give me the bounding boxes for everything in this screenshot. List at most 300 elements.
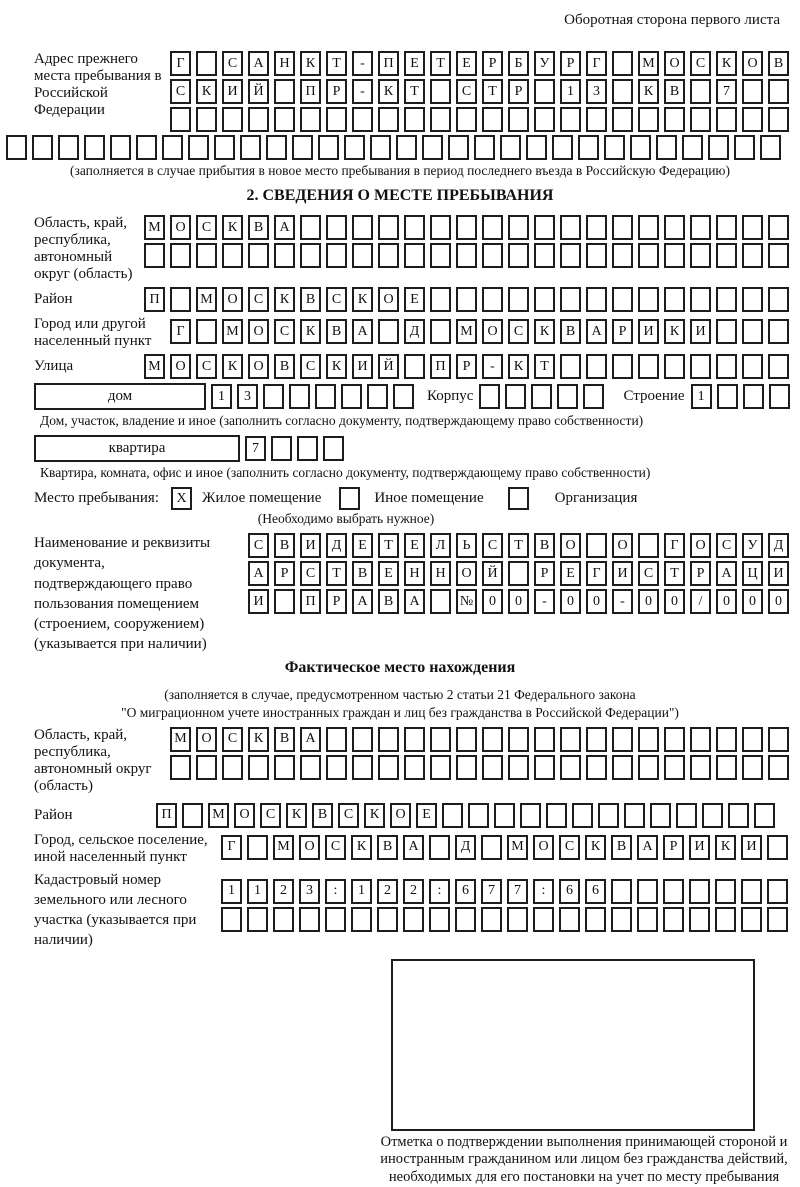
char-cell[interactable]: О bbox=[170, 215, 191, 240]
char-cell[interactable] bbox=[717, 384, 738, 409]
char-cell[interactable]: К bbox=[196, 79, 217, 104]
char-cell[interactable] bbox=[690, 755, 711, 780]
char-cell[interactable] bbox=[482, 755, 503, 780]
char-cell[interactable]: Г bbox=[664, 533, 685, 558]
char-cell[interactable] bbox=[557, 384, 578, 409]
char-cell[interactable]: - bbox=[534, 589, 555, 614]
char-cell[interactable]: К bbox=[300, 319, 321, 344]
char-cell[interactable] bbox=[586, 107, 607, 132]
char-cell[interactable]: А bbox=[586, 319, 607, 344]
char-cell[interactable] bbox=[430, 107, 451, 132]
char-cell[interactable] bbox=[263, 384, 284, 409]
char-cell[interactable] bbox=[742, 79, 763, 104]
char-cell[interactable]: 7 bbox=[507, 879, 528, 904]
char-cell[interactable] bbox=[586, 287, 607, 312]
char-cell[interactable] bbox=[760, 135, 781, 160]
char-cell[interactable] bbox=[534, 755, 555, 780]
char-cell[interactable]: Д bbox=[455, 835, 476, 860]
char-cell[interactable] bbox=[708, 135, 729, 160]
char-cell[interactable]: М bbox=[196, 287, 217, 312]
char-cell[interactable]: В bbox=[274, 533, 295, 558]
char-cell[interactable] bbox=[196, 243, 217, 268]
char-cell[interactable]: Д bbox=[768, 533, 789, 558]
char-cell[interactable]: : bbox=[533, 879, 554, 904]
char-cell[interactable] bbox=[612, 107, 633, 132]
char-cell[interactable]: Т bbox=[378, 533, 399, 558]
char-cell[interactable] bbox=[315, 384, 336, 409]
char-cell[interactable] bbox=[664, 107, 685, 132]
char-cell[interactable] bbox=[404, 215, 425, 240]
char-cell[interactable] bbox=[533, 907, 554, 932]
char-cell[interactable] bbox=[742, 354, 763, 379]
char-cell[interactable] bbox=[572, 803, 593, 828]
char-cell[interactable]: С bbox=[508, 319, 529, 344]
char-cell[interactable]: О bbox=[234, 803, 255, 828]
char-cell[interactable] bbox=[743, 384, 764, 409]
char-cell[interactable] bbox=[326, 755, 347, 780]
checkbox-organization[interactable] bbox=[508, 487, 529, 510]
char-cell[interactable] bbox=[690, 107, 711, 132]
char-cell[interactable]: Т bbox=[508, 533, 529, 558]
char-cell[interactable]: К bbox=[664, 319, 685, 344]
char-cell[interactable]: С bbox=[338, 803, 359, 828]
char-cell[interactable] bbox=[768, 107, 789, 132]
char-cell[interactable]: 2 bbox=[273, 879, 294, 904]
char-cell[interactable]: 1 bbox=[211, 384, 232, 409]
char-cell[interactable]: 6 bbox=[559, 879, 580, 904]
char-cell[interactable] bbox=[638, 215, 659, 240]
char-cell[interactable]: И bbox=[222, 79, 243, 104]
char-cell[interactable] bbox=[170, 107, 191, 132]
char-cell[interactable] bbox=[474, 135, 495, 160]
char-cell[interactable] bbox=[508, 243, 529, 268]
char-cell[interactable]: 6 bbox=[455, 879, 476, 904]
char-cell[interactable]: О bbox=[299, 835, 320, 860]
char-cell[interactable]: А bbox=[352, 589, 373, 614]
char-cell[interactable]: А bbox=[352, 319, 373, 344]
char-cell[interactable] bbox=[508, 561, 529, 586]
char-cell[interactable]: 3 bbox=[237, 384, 258, 409]
char-cell[interactable] bbox=[273, 907, 294, 932]
char-cell[interactable] bbox=[534, 107, 555, 132]
char-cell[interactable]: И bbox=[612, 561, 633, 586]
char-cell[interactable]: Е bbox=[378, 561, 399, 586]
char-cell[interactable] bbox=[508, 107, 529, 132]
char-cell[interactable] bbox=[494, 803, 515, 828]
char-cell[interactable]: Р bbox=[560, 51, 581, 76]
char-cell[interactable]: 0 bbox=[586, 589, 607, 614]
char-cell[interactable]: 3 bbox=[299, 879, 320, 904]
char-cell[interactable] bbox=[196, 107, 217, 132]
char-cell[interactable]: О bbox=[742, 51, 763, 76]
char-cell[interactable] bbox=[429, 907, 450, 932]
char-cell[interactable] bbox=[560, 243, 581, 268]
char-cell[interactable] bbox=[196, 51, 217, 76]
char-cell[interactable] bbox=[221, 907, 242, 932]
char-cell[interactable]: К bbox=[286, 803, 307, 828]
char-cell[interactable]: В bbox=[768, 51, 789, 76]
char-cell[interactable] bbox=[585, 907, 606, 932]
char-cell[interactable] bbox=[702, 803, 723, 828]
char-cell[interactable]: Б bbox=[508, 51, 529, 76]
char-cell[interactable] bbox=[404, 755, 425, 780]
char-cell[interactable]: А bbox=[300, 727, 321, 752]
char-cell[interactable] bbox=[430, 287, 451, 312]
char-cell[interactable]: - bbox=[612, 589, 633, 614]
char-cell[interactable] bbox=[716, 287, 737, 312]
char-cell[interactable]: И bbox=[638, 319, 659, 344]
char-cell[interactable] bbox=[586, 727, 607, 752]
char-cell[interactable] bbox=[534, 79, 555, 104]
char-cell[interactable] bbox=[664, 215, 685, 240]
char-cell[interactable]: 0 bbox=[508, 589, 529, 614]
char-cell[interactable] bbox=[767, 879, 788, 904]
char-cell[interactable] bbox=[505, 384, 526, 409]
char-cell[interactable] bbox=[508, 727, 529, 752]
char-cell[interactable]: А bbox=[248, 51, 269, 76]
char-cell[interactable] bbox=[403, 907, 424, 932]
char-cell[interactable]: А bbox=[403, 835, 424, 860]
char-cell[interactable]: А bbox=[716, 561, 737, 586]
char-cell[interactable] bbox=[352, 727, 373, 752]
char-cell[interactable] bbox=[508, 755, 529, 780]
char-cell[interactable]: С bbox=[248, 533, 269, 558]
char-cell[interactable] bbox=[222, 755, 243, 780]
char-cell[interactable] bbox=[442, 803, 463, 828]
char-cell[interactable] bbox=[534, 727, 555, 752]
char-cell[interactable]: О bbox=[170, 354, 191, 379]
char-cell[interactable]: А bbox=[248, 561, 269, 586]
char-cell[interactable]: С bbox=[326, 287, 347, 312]
char-cell[interactable] bbox=[468, 803, 489, 828]
char-cell[interactable] bbox=[612, 354, 633, 379]
char-cell[interactable]: К bbox=[364, 803, 385, 828]
char-cell[interactable] bbox=[214, 135, 235, 160]
char-cell[interactable]: И bbox=[248, 589, 269, 614]
char-cell[interactable] bbox=[716, 215, 737, 240]
char-cell[interactable] bbox=[326, 243, 347, 268]
char-cell[interactable] bbox=[352, 243, 373, 268]
char-cell[interactable] bbox=[768, 287, 789, 312]
char-cell[interactable] bbox=[456, 215, 477, 240]
char-cell[interactable]: В bbox=[664, 79, 685, 104]
char-cell[interactable] bbox=[300, 215, 321, 240]
char-cell[interactable] bbox=[144, 243, 165, 268]
char-cell[interactable] bbox=[638, 287, 659, 312]
char-cell[interactable] bbox=[32, 135, 53, 160]
char-cell[interactable]: Т bbox=[482, 79, 503, 104]
char-cell[interactable]: С bbox=[690, 51, 711, 76]
char-cell[interactable]: Н bbox=[430, 561, 451, 586]
char-cell[interactable] bbox=[638, 533, 659, 558]
char-cell[interactable]: М bbox=[222, 319, 243, 344]
char-cell[interactable]: К bbox=[638, 79, 659, 104]
char-cell[interactable]: Г bbox=[221, 835, 242, 860]
char-cell[interactable]: Г bbox=[586, 51, 607, 76]
char-cell[interactable] bbox=[552, 135, 573, 160]
char-cell[interactable]: М bbox=[456, 319, 477, 344]
char-cell[interactable] bbox=[768, 755, 789, 780]
char-cell[interactable]: К bbox=[534, 319, 555, 344]
char-cell[interactable] bbox=[182, 803, 203, 828]
char-cell[interactable] bbox=[396, 135, 417, 160]
char-cell[interactable] bbox=[274, 107, 295, 132]
char-cell[interactable] bbox=[715, 879, 736, 904]
char-cell[interactable]: 1 bbox=[691, 384, 712, 409]
char-cell[interactable]: 7 bbox=[716, 79, 737, 104]
char-cell[interactable] bbox=[367, 384, 388, 409]
char-cell[interactable] bbox=[170, 755, 191, 780]
char-cell[interactable] bbox=[323, 436, 344, 461]
char-cell[interactable]: В bbox=[312, 803, 333, 828]
char-cell[interactable]: Е bbox=[404, 533, 425, 558]
char-cell[interactable] bbox=[768, 727, 789, 752]
char-cell[interactable]: Л bbox=[430, 533, 451, 558]
char-cell[interactable]: В bbox=[248, 215, 269, 240]
char-cell[interactable] bbox=[352, 755, 373, 780]
char-cell[interactable] bbox=[742, 287, 763, 312]
char-cell[interactable]: У bbox=[534, 51, 555, 76]
char-cell[interactable]: В bbox=[377, 835, 398, 860]
char-cell[interactable]: 1 bbox=[221, 879, 242, 904]
char-cell[interactable] bbox=[508, 287, 529, 312]
char-cell[interactable] bbox=[611, 879, 632, 904]
char-cell[interactable]: Й bbox=[248, 79, 269, 104]
char-cell[interactable]: Д bbox=[404, 319, 425, 344]
char-cell[interactable] bbox=[689, 907, 710, 932]
char-cell[interactable] bbox=[604, 135, 625, 160]
char-cell[interactable] bbox=[560, 287, 581, 312]
char-cell[interactable] bbox=[247, 835, 268, 860]
char-cell[interactable] bbox=[240, 135, 261, 160]
char-cell[interactable] bbox=[482, 287, 503, 312]
char-cell[interactable] bbox=[377, 907, 398, 932]
char-cell[interactable]: Ц bbox=[742, 561, 763, 586]
char-cell[interactable] bbox=[690, 354, 711, 379]
char-cell[interactable]: С bbox=[559, 835, 580, 860]
char-cell[interactable]: В bbox=[352, 561, 373, 586]
char-cell[interactable]: Т bbox=[430, 51, 451, 76]
char-cell[interactable] bbox=[378, 755, 399, 780]
char-cell[interactable]: О bbox=[390, 803, 411, 828]
char-cell[interactable] bbox=[560, 107, 581, 132]
char-cell[interactable] bbox=[690, 79, 711, 104]
char-cell[interactable] bbox=[560, 354, 581, 379]
char-cell[interactable] bbox=[586, 243, 607, 268]
char-cell[interactable]: А bbox=[404, 589, 425, 614]
char-cell[interactable] bbox=[690, 727, 711, 752]
char-cell[interactable]: Е bbox=[352, 533, 373, 558]
char-cell[interactable]: Т bbox=[326, 51, 347, 76]
char-cell[interactable] bbox=[560, 727, 581, 752]
char-cell[interactable]: 2 bbox=[403, 879, 424, 904]
char-cell[interactable] bbox=[300, 755, 321, 780]
char-cell[interactable] bbox=[742, 243, 763, 268]
char-cell[interactable] bbox=[560, 755, 581, 780]
char-cell[interactable] bbox=[326, 727, 347, 752]
char-cell[interactable] bbox=[534, 215, 555, 240]
char-cell[interactable] bbox=[716, 727, 737, 752]
char-cell[interactable] bbox=[271, 436, 292, 461]
char-cell[interactable] bbox=[768, 79, 789, 104]
char-cell[interactable] bbox=[664, 727, 685, 752]
char-cell[interactable] bbox=[393, 384, 414, 409]
char-cell[interactable]: И bbox=[352, 354, 373, 379]
char-cell[interactable]: Г bbox=[586, 561, 607, 586]
char-cell[interactable] bbox=[690, 287, 711, 312]
char-cell[interactable] bbox=[637, 907, 658, 932]
char-cell[interactable] bbox=[341, 384, 362, 409]
char-cell[interactable] bbox=[404, 107, 425, 132]
char-cell[interactable] bbox=[520, 803, 541, 828]
char-cell[interactable]: Р bbox=[274, 561, 295, 586]
char-cell[interactable] bbox=[370, 135, 391, 160]
char-cell[interactable]: П bbox=[378, 51, 399, 76]
char-cell[interactable] bbox=[325, 907, 346, 932]
char-cell[interactable] bbox=[58, 135, 79, 160]
char-cell[interactable] bbox=[456, 287, 477, 312]
char-cell[interactable] bbox=[300, 243, 321, 268]
char-cell[interactable]: К bbox=[326, 354, 347, 379]
char-cell[interactable] bbox=[689, 879, 710, 904]
char-cell[interactable] bbox=[560, 215, 581, 240]
char-cell[interactable]: Т bbox=[534, 354, 555, 379]
char-cell[interactable]: - bbox=[352, 51, 373, 76]
char-cell[interactable] bbox=[196, 755, 217, 780]
char-cell[interactable] bbox=[422, 135, 443, 160]
char-cell[interactable]: В bbox=[560, 319, 581, 344]
char-cell[interactable] bbox=[482, 215, 503, 240]
char-cell[interactable] bbox=[754, 803, 775, 828]
char-cell[interactable] bbox=[448, 135, 469, 160]
char-cell[interactable]: И bbox=[300, 533, 321, 558]
char-cell[interactable] bbox=[612, 287, 633, 312]
char-cell[interactable]: И bbox=[689, 835, 710, 860]
char-cell[interactable]: К bbox=[378, 79, 399, 104]
char-cell[interactable] bbox=[682, 135, 703, 160]
char-cell[interactable] bbox=[767, 907, 788, 932]
char-cell[interactable]: 1 bbox=[560, 79, 581, 104]
char-cell[interactable]: С bbox=[300, 561, 321, 586]
char-cell[interactable] bbox=[630, 135, 651, 160]
char-cell[interactable]: К bbox=[300, 51, 321, 76]
char-cell[interactable]: Й bbox=[378, 354, 399, 379]
char-cell[interactable]: М bbox=[208, 803, 229, 828]
char-cell[interactable]: О bbox=[533, 835, 554, 860]
char-cell[interactable] bbox=[586, 755, 607, 780]
char-cell[interactable] bbox=[583, 384, 604, 409]
char-cell[interactable]: / bbox=[690, 589, 711, 614]
char-cell[interactable] bbox=[638, 755, 659, 780]
char-cell[interactable]: К bbox=[222, 354, 243, 379]
char-cell[interactable]: 0 bbox=[716, 589, 737, 614]
char-cell[interactable]: О bbox=[664, 51, 685, 76]
char-cell[interactable]: К bbox=[352, 287, 373, 312]
char-cell[interactable] bbox=[612, 51, 633, 76]
char-cell[interactable] bbox=[456, 727, 477, 752]
char-cell[interactable] bbox=[289, 384, 310, 409]
char-cell[interactable] bbox=[430, 755, 451, 780]
char-cell[interactable] bbox=[638, 107, 659, 132]
char-cell[interactable] bbox=[650, 803, 671, 828]
char-cell[interactable]: Е bbox=[404, 287, 425, 312]
char-cell[interactable]: П bbox=[300, 79, 321, 104]
char-cell[interactable]: С bbox=[716, 533, 737, 558]
char-cell[interactable] bbox=[728, 803, 749, 828]
char-cell[interactable] bbox=[351, 907, 372, 932]
char-cell[interactable] bbox=[247, 907, 268, 932]
char-cell[interactable] bbox=[430, 243, 451, 268]
char-cell[interactable]: М bbox=[170, 727, 191, 752]
char-cell[interactable] bbox=[196, 319, 217, 344]
char-cell[interactable]: С bbox=[300, 354, 321, 379]
char-cell[interactable]: В bbox=[378, 589, 399, 614]
char-cell[interactable]: О bbox=[612, 533, 633, 558]
char-cell[interactable] bbox=[612, 215, 633, 240]
char-cell[interactable] bbox=[546, 803, 567, 828]
char-cell[interactable] bbox=[742, 755, 763, 780]
char-cell[interactable]: П bbox=[300, 589, 321, 614]
char-cell[interactable] bbox=[534, 287, 555, 312]
char-cell[interactable]: 2 bbox=[377, 879, 398, 904]
char-cell[interactable] bbox=[248, 755, 269, 780]
char-cell[interactable]: Р bbox=[456, 354, 477, 379]
checkbox-residential[interactable]: X bbox=[171, 487, 192, 510]
char-cell[interactable]: С bbox=[222, 51, 243, 76]
char-cell[interactable] bbox=[299, 907, 320, 932]
char-cell[interactable] bbox=[742, 107, 763, 132]
char-cell[interactable]: Т bbox=[664, 561, 685, 586]
char-cell[interactable]: № bbox=[456, 589, 477, 614]
char-cell[interactable]: : bbox=[325, 879, 346, 904]
char-cell[interactable]: В bbox=[611, 835, 632, 860]
char-cell[interactable] bbox=[430, 215, 451, 240]
char-cell[interactable] bbox=[222, 107, 243, 132]
char-cell[interactable]: У bbox=[742, 533, 763, 558]
char-cell[interactable] bbox=[664, 354, 685, 379]
char-cell[interactable]: 0 bbox=[768, 589, 789, 614]
char-cell[interactable] bbox=[586, 533, 607, 558]
char-cell[interactable] bbox=[742, 727, 763, 752]
char-cell[interactable] bbox=[482, 727, 503, 752]
char-cell[interactable]: О bbox=[560, 533, 581, 558]
char-cell[interactable] bbox=[378, 107, 399, 132]
char-cell[interactable] bbox=[637, 879, 658, 904]
char-cell[interactable] bbox=[500, 135, 521, 160]
char-cell[interactable] bbox=[430, 79, 451, 104]
char-cell[interactable] bbox=[266, 135, 287, 160]
char-cell[interactable]: Н bbox=[404, 561, 425, 586]
char-cell[interactable] bbox=[352, 215, 373, 240]
char-cell[interactable] bbox=[248, 107, 269, 132]
char-cell[interactable]: Е bbox=[560, 561, 581, 586]
char-cell[interactable]: К bbox=[248, 727, 269, 752]
char-cell[interactable]: С bbox=[196, 215, 217, 240]
char-cell[interactable] bbox=[742, 215, 763, 240]
char-cell[interactable] bbox=[769, 384, 790, 409]
char-cell[interactable] bbox=[508, 215, 529, 240]
char-cell[interactable]: 0 bbox=[560, 589, 581, 614]
char-cell[interactable] bbox=[404, 354, 425, 379]
char-cell[interactable]: 7 bbox=[245, 436, 266, 461]
char-cell[interactable] bbox=[456, 243, 477, 268]
char-cell[interactable] bbox=[352, 107, 373, 132]
char-cell[interactable]: 3 bbox=[586, 79, 607, 104]
char-cell[interactable]: Р bbox=[508, 79, 529, 104]
char-cell[interactable]: С bbox=[260, 803, 281, 828]
char-cell[interactable] bbox=[430, 319, 451, 344]
char-cell[interactable]: К bbox=[222, 215, 243, 240]
